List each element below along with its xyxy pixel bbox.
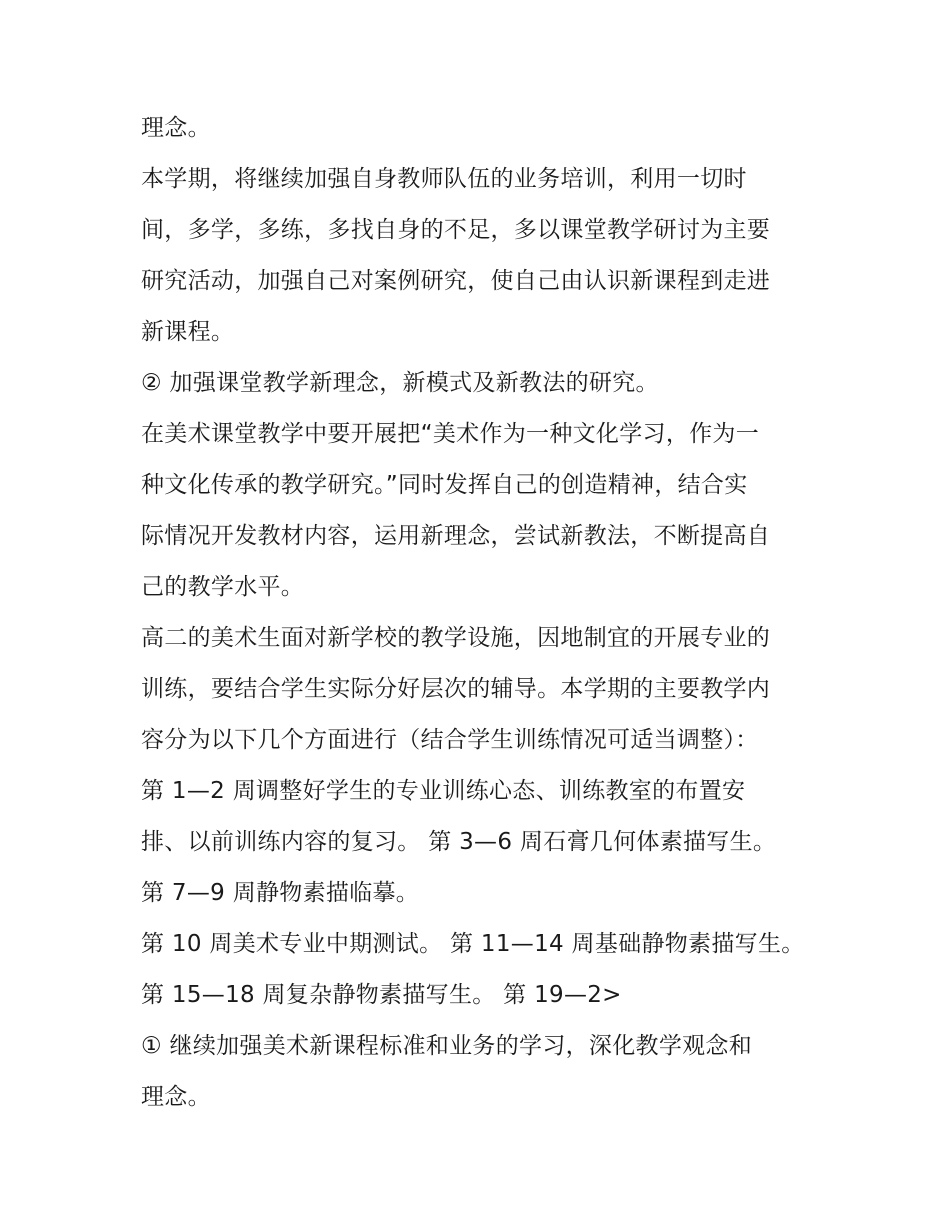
text-line: 理念。 (141, 1084, 211, 1110)
text-line: 在美术课堂教学中要开展把“美术作为一种文化学习，作为一 (141, 421, 760, 447)
text-line: 间，多学，多练，多找自身的不足，多以课堂教学研讨为主要 (141, 217, 771, 243)
text-line: 第 7—9 周静物素描临摹。 (141, 880, 420, 906)
text-line: 训练，要结合学生实际分好层次的辅导。本学期的主要教学内 (141, 676, 771, 702)
text-line: 第 1—2 周调整好学生的专业训练心态、训练教室的布置安 (141, 778, 746, 804)
text-line: 第 15—18 周复杂静物素描写生。 第 19—2> (141, 982, 622, 1008)
text-line: 排、以前训练内容的复习。 第 3—6 周石膏几何体素描写生。 (141, 829, 777, 855)
text-line: 己的教学水平。 (141, 574, 305, 600)
document-body (141, 103, 821, 1123)
text-line: 理念。 (141, 115, 211, 141)
text-line: 高二的美术生面对新学校的教学设施，因地制宜的开展专业的 (141, 625, 771, 651)
text-line: 新课程。 (141, 319, 235, 345)
text-line: 研究活动，加强自己对案例研究，使自己由认识新课程到走进 (141, 268, 771, 294)
text-line: 第 10 周美术专业中期测试。 第 11—14 周基础静物素描写生。 (141, 931, 805, 957)
text-line: ② 加强课堂教学新理念，新模式及新教法的研究。 (141, 370, 659, 396)
text-line: 际情况开发教材内容，运用新理念，尝试新教法，不断提高自 (141, 523, 771, 549)
text-line: 种文化传承的教学研究。”同时发挥自己的创造精神，结合实 (141, 472, 748, 498)
text-line: ① 继续加强美术新课程标准和业务的学习，深化教学观念和 (141, 1033, 753, 1059)
text-line: 容分为以下几个方面进行（结合学生训练情况可适当调整）： (141, 727, 759, 753)
text-line: 本学期，将继续加强自身教师队伍的业务培训，利用一切时 (141, 166, 747, 192)
